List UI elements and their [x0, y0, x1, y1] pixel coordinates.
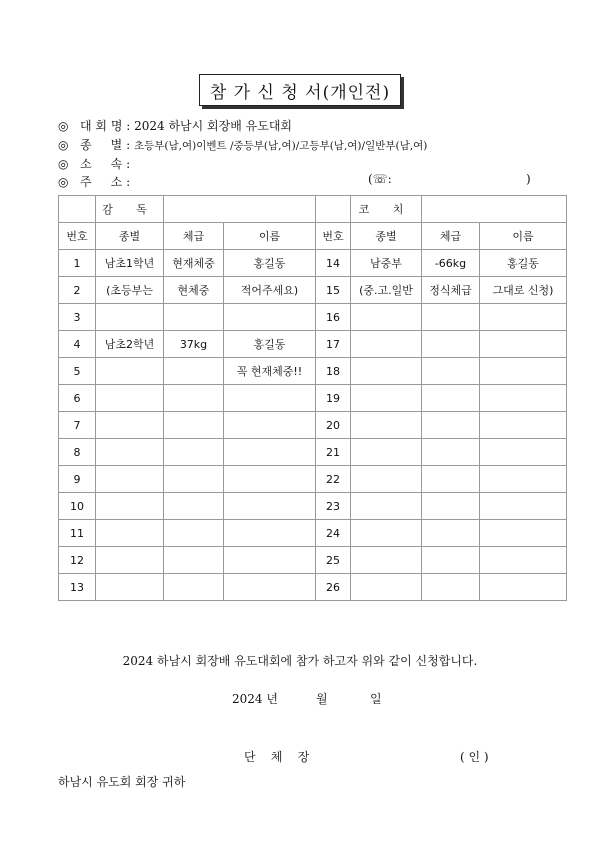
left-name-cell[interactable]: 꼭 현재체중!! [224, 358, 316, 385]
right-category-cell[interactable] [351, 385, 422, 412]
right-number-cell: 20 [316, 412, 351, 439]
right-name-cell[interactable] [480, 547, 567, 574]
left-category-cell[interactable] [96, 385, 164, 412]
left-category-cell[interactable] [96, 439, 164, 466]
table-row [59, 412, 567, 439]
left-category-cell[interactable] [96, 520, 164, 547]
addressee: 하남시 유도회 회장 귀하 [58, 775, 186, 789]
left-name-cell[interactable] [224, 520, 316, 547]
right-name-cell[interactable] [480, 331, 567, 358]
date-day: 일 [370, 692, 382, 706]
right-category-cell[interactable]: (중.고.일반 [351, 277, 422, 304]
left-name-cell[interactable] [224, 466, 316, 493]
event-value: 2024 하남시 회장배 유도대회 [134, 119, 292, 133]
right-name-cell[interactable] [480, 493, 567, 520]
right-category-cell[interactable] [351, 520, 422, 547]
left-name-cell[interactable]: 홍길동 [224, 250, 316, 277]
left-weight-cell[interactable]: 현체중 [164, 277, 224, 304]
bullet-icon: ◎ [58, 157, 69, 171]
left-number-cell: 8 [59, 439, 96, 466]
header-number: 번호 [316, 223, 351, 250]
right-number-cell: 19 [316, 385, 351, 412]
form-title: 참 가 신 청 서(개인전) [199, 74, 401, 106]
category-label: 종 별 : [80, 138, 131, 152]
bullet-icon: ◎ [58, 138, 69, 152]
right-number-cell: 25 [316, 547, 351, 574]
table-row [59, 493, 567, 520]
left-name-cell[interactable] [224, 574, 316, 601]
seal-mark: ( 인 ) [460, 750, 489, 764]
left-weight-cell[interactable] [164, 574, 224, 601]
header-weight: 체급 [422, 223, 480, 250]
right-weight-cell[interactable] [422, 574, 480, 601]
left-number-cell: 2 [59, 277, 96, 304]
table-row [59, 547, 567, 574]
left-weight-cell[interactable] [164, 385, 224, 412]
group-blank-cell [59, 196, 96, 223]
left-number-cell: 7 [59, 412, 96, 439]
left-category-cell[interactable]: 남초2학년 [96, 331, 164, 358]
left-number-cell: 11 [59, 520, 96, 547]
right-category-cell[interactable] [351, 574, 422, 601]
left-weight-cell[interactable] [164, 466, 224, 493]
right-name-cell[interactable] [480, 385, 567, 412]
right-number-cell: 18 [316, 358, 351, 385]
date-year: 2024 년 [232, 692, 278, 706]
right-weight-cell[interactable] [422, 331, 480, 358]
left-name-cell[interactable] [224, 439, 316, 466]
right-weight-cell[interactable]: -66kg [422, 250, 480, 277]
right-category-cell[interactable] [351, 493, 422, 520]
right-name-cell[interactable] [480, 439, 567, 466]
right-number-cell: 17 [316, 331, 351, 358]
info-row-event [58, 117, 292, 134]
group-blank-cell [316, 196, 351, 223]
left-weight-cell[interactable] [164, 439, 224, 466]
table-row [59, 385, 567, 412]
left-number-cell: 1 [59, 250, 96, 277]
left-number-cell: 10 [59, 493, 96, 520]
signatory-label: 단 체 장 [244, 750, 310, 764]
right-name-cell[interactable]: 홍길동 [480, 250, 567, 277]
right-number-cell: 26 [316, 574, 351, 601]
left-category-cell[interactable]: (초등부는 [96, 277, 164, 304]
right-name-cell[interactable] [480, 466, 567, 493]
right-number-cell: 21 [316, 439, 351, 466]
right-name-cell[interactable]: 그대로 신청) [480, 277, 567, 304]
right-weight-cell[interactable] [422, 466, 480, 493]
left-weight-cell[interactable]: 37kg [164, 331, 224, 358]
left-name-cell[interactable] [224, 493, 316, 520]
coach-director-value[interactable] [164, 196, 316, 223]
phone-close-paren: ) [526, 172, 531, 186]
left-category-cell[interactable] [96, 493, 164, 520]
left-category-cell[interactable] [96, 412, 164, 439]
info-row-category [58, 136, 427, 153]
left-name-cell[interactable] [224, 412, 316, 439]
left-weight-cell[interactable] [164, 547, 224, 574]
right-weight-cell[interactable] [422, 439, 480, 466]
left-name-cell[interactable]: 적어주세요) [224, 277, 316, 304]
header-name: 이름 [480, 223, 567, 250]
left-category-cell[interactable] [96, 466, 164, 493]
right-category-cell[interactable] [351, 331, 422, 358]
right-weight-cell[interactable] [422, 304, 480, 331]
left-name-cell[interactable]: 홍길동 [224, 331, 316, 358]
left-number-cell: 3 [59, 304, 96, 331]
table-row [59, 574, 567, 601]
header-category: 종별 [96, 223, 164, 250]
left-weight-cell[interactable] [164, 358, 224, 385]
header-name: 이름 [224, 223, 316, 250]
left-weight-cell[interactable] [164, 304, 224, 331]
header-category: 종별 [351, 223, 422, 250]
right-weight-cell[interactable] [422, 520, 480, 547]
left-category-cell[interactable] [96, 574, 164, 601]
table-row [59, 358, 567, 385]
coach-value[interactable] [422, 196, 567, 223]
right-name-cell[interactable] [480, 412, 567, 439]
right-category-cell[interactable] [351, 466, 422, 493]
table-row [59, 277, 567, 304]
right-name-cell[interactable] [480, 358, 567, 385]
left-category-cell[interactable] [96, 547, 164, 574]
right-number-cell: 16 [316, 304, 351, 331]
right-category-cell[interactable] [351, 439, 422, 466]
left-category-cell[interactable]: 남초1학년 [96, 250, 164, 277]
right-name-cell[interactable] [480, 520, 567, 547]
right-weight-cell[interactable] [422, 358, 480, 385]
right-number-cell: 15 [316, 277, 351, 304]
column-header-row [59, 223, 567, 250]
right-number-cell: 23 [316, 493, 351, 520]
right-name-cell[interactable] [480, 574, 567, 601]
right-number-cell: 24 [316, 520, 351, 547]
date-month: 월 [316, 692, 328, 706]
group-header-row [59, 196, 567, 223]
left-name-cell[interactable] [224, 385, 316, 412]
info-row-address [58, 173, 134, 190]
right-category-cell[interactable] [351, 547, 422, 574]
right-number-cell: 14 [316, 250, 351, 277]
left-category-cell[interactable] [96, 304, 164, 331]
left-weight-cell[interactable] [164, 520, 224, 547]
declaration-text: 2024 하남시 회장배 유도대회에 참가 하고자 위와 같이 신청합니다. [122, 654, 478, 668]
bullet-icon: ◎ [58, 119, 69, 133]
table-row [59, 520, 567, 547]
right-weight-cell[interactable]: 정식체급 [422, 277, 480, 304]
left-name-cell[interactable] [224, 547, 316, 574]
address-label: 주 소 : [80, 175, 131, 189]
right-number-cell: 22 [316, 466, 351, 493]
category-value: 초등부(남,여)이벤트 /중등부(남,여)/고등부(남,여)/일반부(남,여) [133, 140, 428, 152]
bullet-icon: ◎ [58, 175, 69, 189]
roster-table [58, 195, 567, 601]
table-row [59, 331, 567, 358]
left-weight-cell[interactable] [164, 412, 224, 439]
right-weight-cell[interactable] [422, 385, 480, 412]
left-name-cell[interactable] [224, 304, 316, 331]
right-category-cell[interactable]: 남중부 [351, 250, 422, 277]
left-number-cell: 4 [59, 331, 96, 358]
right-category-cell[interactable] [351, 304, 422, 331]
left-weight-cell[interactable]: 현재체중 [164, 250, 224, 277]
left-weight-cell[interactable] [164, 493, 224, 520]
header-weight: 체급 [164, 223, 224, 250]
info-row-affiliation [58, 155, 134, 172]
affiliation-label: 소 속 : [80, 157, 131, 171]
table-row [59, 250, 567, 277]
right-name-cell[interactable] [480, 304, 567, 331]
right-category-cell[interactable] [351, 412, 422, 439]
right-weight-cell[interactable] [422, 493, 480, 520]
right-weight-cell[interactable] [422, 412, 480, 439]
table-row [59, 304, 567, 331]
right-category-cell[interactable] [351, 358, 422, 385]
table-row [59, 466, 567, 493]
left-number-cell: 13 [59, 574, 96, 601]
left-number-cell: 9 [59, 466, 96, 493]
event-label: 대 회 명 : [80, 119, 131, 133]
left-category-cell[interactable] [96, 358, 164, 385]
right-weight-cell[interactable] [422, 547, 480, 574]
header-number: 번호 [59, 223, 96, 250]
left-number-cell: 12 [59, 547, 96, 574]
coach-director-label: 감 독 [96, 196, 164, 223]
left-number-cell: 6 [59, 385, 96, 412]
phone-label: (☏: [368, 172, 392, 186]
coach-label: 코 치 [351, 196, 422, 223]
table-row [59, 439, 567, 466]
left-number-cell: 5 [59, 358, 96, 385]
